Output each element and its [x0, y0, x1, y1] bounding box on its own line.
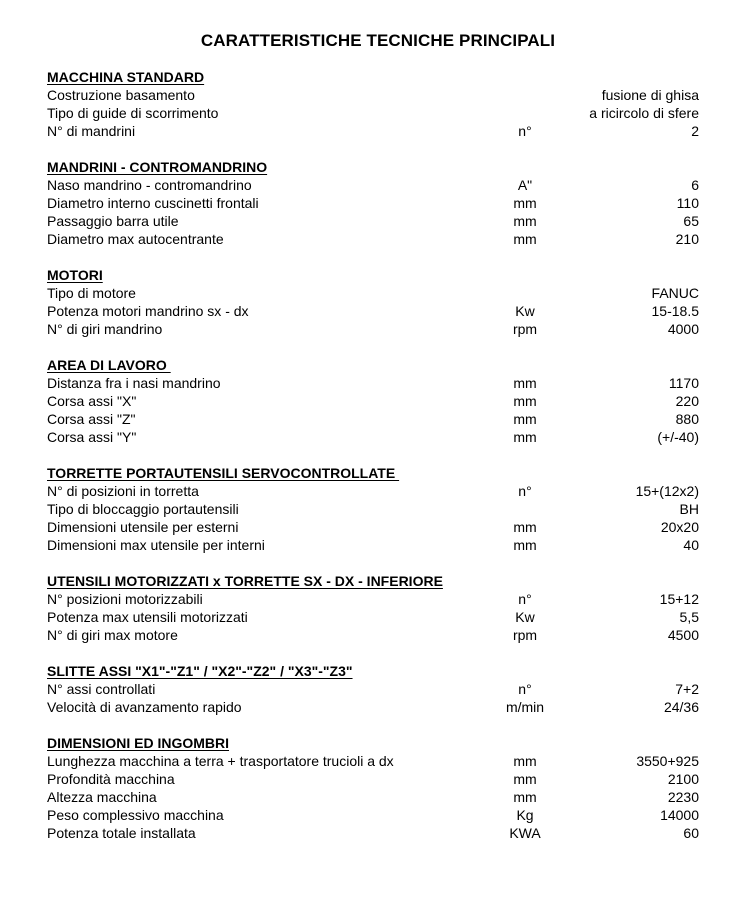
spec-label: Dimensioni max utensile per interni [47, 537, 265, 553]
spec-label: Velocità di avanzamento rapido [47, 699, 242, 715]
spec-row [47, 392, 699, 410]
spec-unit: rpm [512, 627, 538, 643]
section-title: SLITTE ASSI "X1"-"Z1" / "X2"-"Z2" / "X3"-"Z3" [47, 663, 353, 679]
spec-row [47, 230, 699, 248]
spec-label: N° di giri mandrino [47, 321, 163, 337]
spec-row [47, 806, 699, 824]
spec-section [47, 734, 699, 842]
spec-value: 220 [675, 393, 699, 409]
spec-value: 15+12 [659, 591, 699, 607]
spec-label: Potenza motori mandrino sx - dx [47, 303, 249, 319]
spec-unit: mm [513, 411, 537, 427]
section-title: TORRETTE PORTAUTENSILI SERVOCONTROLLATE [47, 465, 400, 481]
spec-value: 60 [683, 825, 699, 841]
spec-unit: n° [518, 681, 532, 697]
spec-value: 4500 [667, 627, 699, 643]
spec-label: Diametro max autocentrante [47, 231, 224, 247]
spec-label: Potenza max utensili motorizzati [47, 609, 248, 625]
spec-section [47, 68, 699, 140]
spec-label: Lunghezza macchina a terra + trasportatore trucioli a dx [47, 753, 394, 769]
spec-label: Tipo di motore [47, 285, 136, 301]
section-title: UTENSILI MOTORIZZATI x TORRETTE SX - DX - INFERIORE [47, 573, 443, 589]
spec-unit: m/min [505, 699, 545, 715]
spec-value: 6 [691, 177, 699, 193]
spec-value: 15+(12x2) [635, 483, 699, 499]
spec-label: Dimensioni utensile per esterni [47, 519, 239, 535]
spec-value: 880 [675, 411, 699, 427]
spec-row [47, 302, 699, 320]
spec-row [47, 104, 699, 122]
spec-row [47, 608, 699, 626]
spec-unit: n° [518, 591, 532, 607]
spec-row [47, 752, 699, 770]
spec-label: Tipo di guide di scorrimento [47, 105, 219, 121]
spec-row [47, 122, 699, 140]
spec-row [47, 482, 699, 500]
spec-value: 7+2 [675, 681, 699, 697]
spec-unit: mm [513, 537, 537, 553]
spec-row [47, 194, 699, 212]
spec-value: 14000 [660, 807, 699, 823]
spec-unit: rpm [512, 321, 538, 337]
spec-unit: mm [513, 195, 537, 211]
spec-section [47, 464, 699, 554]
spec-label: Diametro interno cuscinetti frontali [47, 195, 259, 211]
spec-unit: mm [513, 789, 537, 805]
spec-unit: KWA [509, 825, 541, 841]
section-title: MACCHINA STANDARD [47, 69, 205, 85]
spec-section [47, 266, 699, 338]
spec-row [47, 536, 699, 554]
spec-label: Distanza fra i nasi mandrino [47, 375, 221, 391]
spec-label: Tipo di bloccaggio portautensili [47, 501, 239, 517]
spec-row [47, 590, 699, 608]
spec-value: 2230 [667, 789, 699, 805]
section-title: DIMENSIONI ED INGOMBRI [47, 735, 230, 751]
spec-label: N° di posizioni in torretta [47, 483, 199, 499]
spec-unit: mm [513, 429, 537, 445]
spec-unit: mm [513, 231, 537, 247]
spec-row [47, 320, 699, 338]
spec-value: 4000 [667, 321, 699, 337]
spec-label: Potenza totale installata [47, 825, 196, 841]
spec-row [47, 788, 699, 806]
spec-row [47, 626, 699, 644]
spec-label: N° assi controllati [47, 681, 156, 697]
spec-value: 40 [683, 537, 699, 553]
spec-label: Profondità macchina [47, 771, 175, 787]
spec-label: Corsa assi "X" [47, 393, 137, 409]
spec-unit: mm [513, 213, 537, 229]
spec-value: FANUC [651, 285, 699, 301]
spec-value: 110 [676, 195, 699, 211]
spec-value: 5,5 [679, 609, 699, 625]
spec-unit: mm [513, 771, 537, 787]
spec-section [47, 356, 699, 446]
spec-label: Peso complessivo macchina [47, 807, 224, 823]
spec-value: a ricircolo di sfere [589, 105, 699, 121]
spec-value: BH [679, 501, 699, 517]
specs-table [47, 68, 699, 860]
spec-row [47, 680, 699, 698]
spec-row [47, 176, 699, 194]
spec-row [47, 770, 699, 788]
spec-unit: n° [518, 123, 532, 139]
spec-section [47, 572, 699, 644]
spec-unit: Kw [515, 609, 535, 625]
spec-row [47, 86, 699, 104]
spec-unit: A" [517, 177, 533, 193]
spec-value: 2 [691, 123, 699, 139]
spec-unit: mm [513, 519, 537, 535]
spec-unit: mm [513, 393, 537, 409]
spec-label: Costruzione basamento [47, 87, 195, 103]
spec-unit: Kw [515, 303, 535, 319]
spec-label: Naso mandrino - contromandrino [47, 177, 252, 193]
page-title: CARATTERISTICHE TECNICHE PRINCIPALI [200, 31, 556, 50]
spec-section [47, 158, 699, 248]
spec-label: Corsa assi "Y" [47, 429, 137, 445]
spec-value: 15-18.5 [651, 303, 699, 319]
spec-row [47, 824, 699, 842]
spec-label: Passaggio barra utile [47, 213, 179, 229]
spec-value: 2100 [667, 771, 699, 787]
spec-label: N° posizioni motorizzabili [47, 591, 203, 607]
spec-row [47, 518, 699, 536]
spec-section [47, 662, 699, 716]
spec-row [47, 374, 699, 392]
spec-unit: mm [513, 375, 537, 391]
spec-value: fusione di ghisa [601, 87, 699, 103]
section-title: MOTORI [47, 267, 103, 283]
spec-row [47, 698, 699, 716]
spec-value: 3550+925 [636, 753, 699, 769]
section-title: MANDRINI - CONTROMANDRINO [47, 159, 268, 175]
spec-row [47, 410, 699, 428]
spec-value: (+/-40) [657, 429, 699, 445]
spec-value: 210 [675, 231, 699, 247]
spec-row [47, 284, 699, 302]
spec-value: 65 [683, 213, 699, 229]
spec-value: 24/36 [663, 699, 699, 715]
spec-row [47, 500, 699, 518]
section-title: AREA DI LAVORO [47, 357, 171, 373]
spec-unit: Kg [516, 807, 534, 823]
spec-unit: mm [513, 753, 537, 769]
spec-label: Corsa assi "Z" [47, 411, 136, 427]
spec-row [47, 428, 699, 446]
spec-value: 20x20 [660, 519, 699, 535]
spec-row [47, 212, 699, 230]
spec-label: Altezza macchina [47, 789, 157, 805]
spec-value: 1170 [668, 375, 699, 391]
spec-label: N° di mandrini [47, 123, 136, 139]
spec-unit: n° [518, 483, 532, 499]
spec-label: N° di giri max motore [47, 627, 178, 643]
